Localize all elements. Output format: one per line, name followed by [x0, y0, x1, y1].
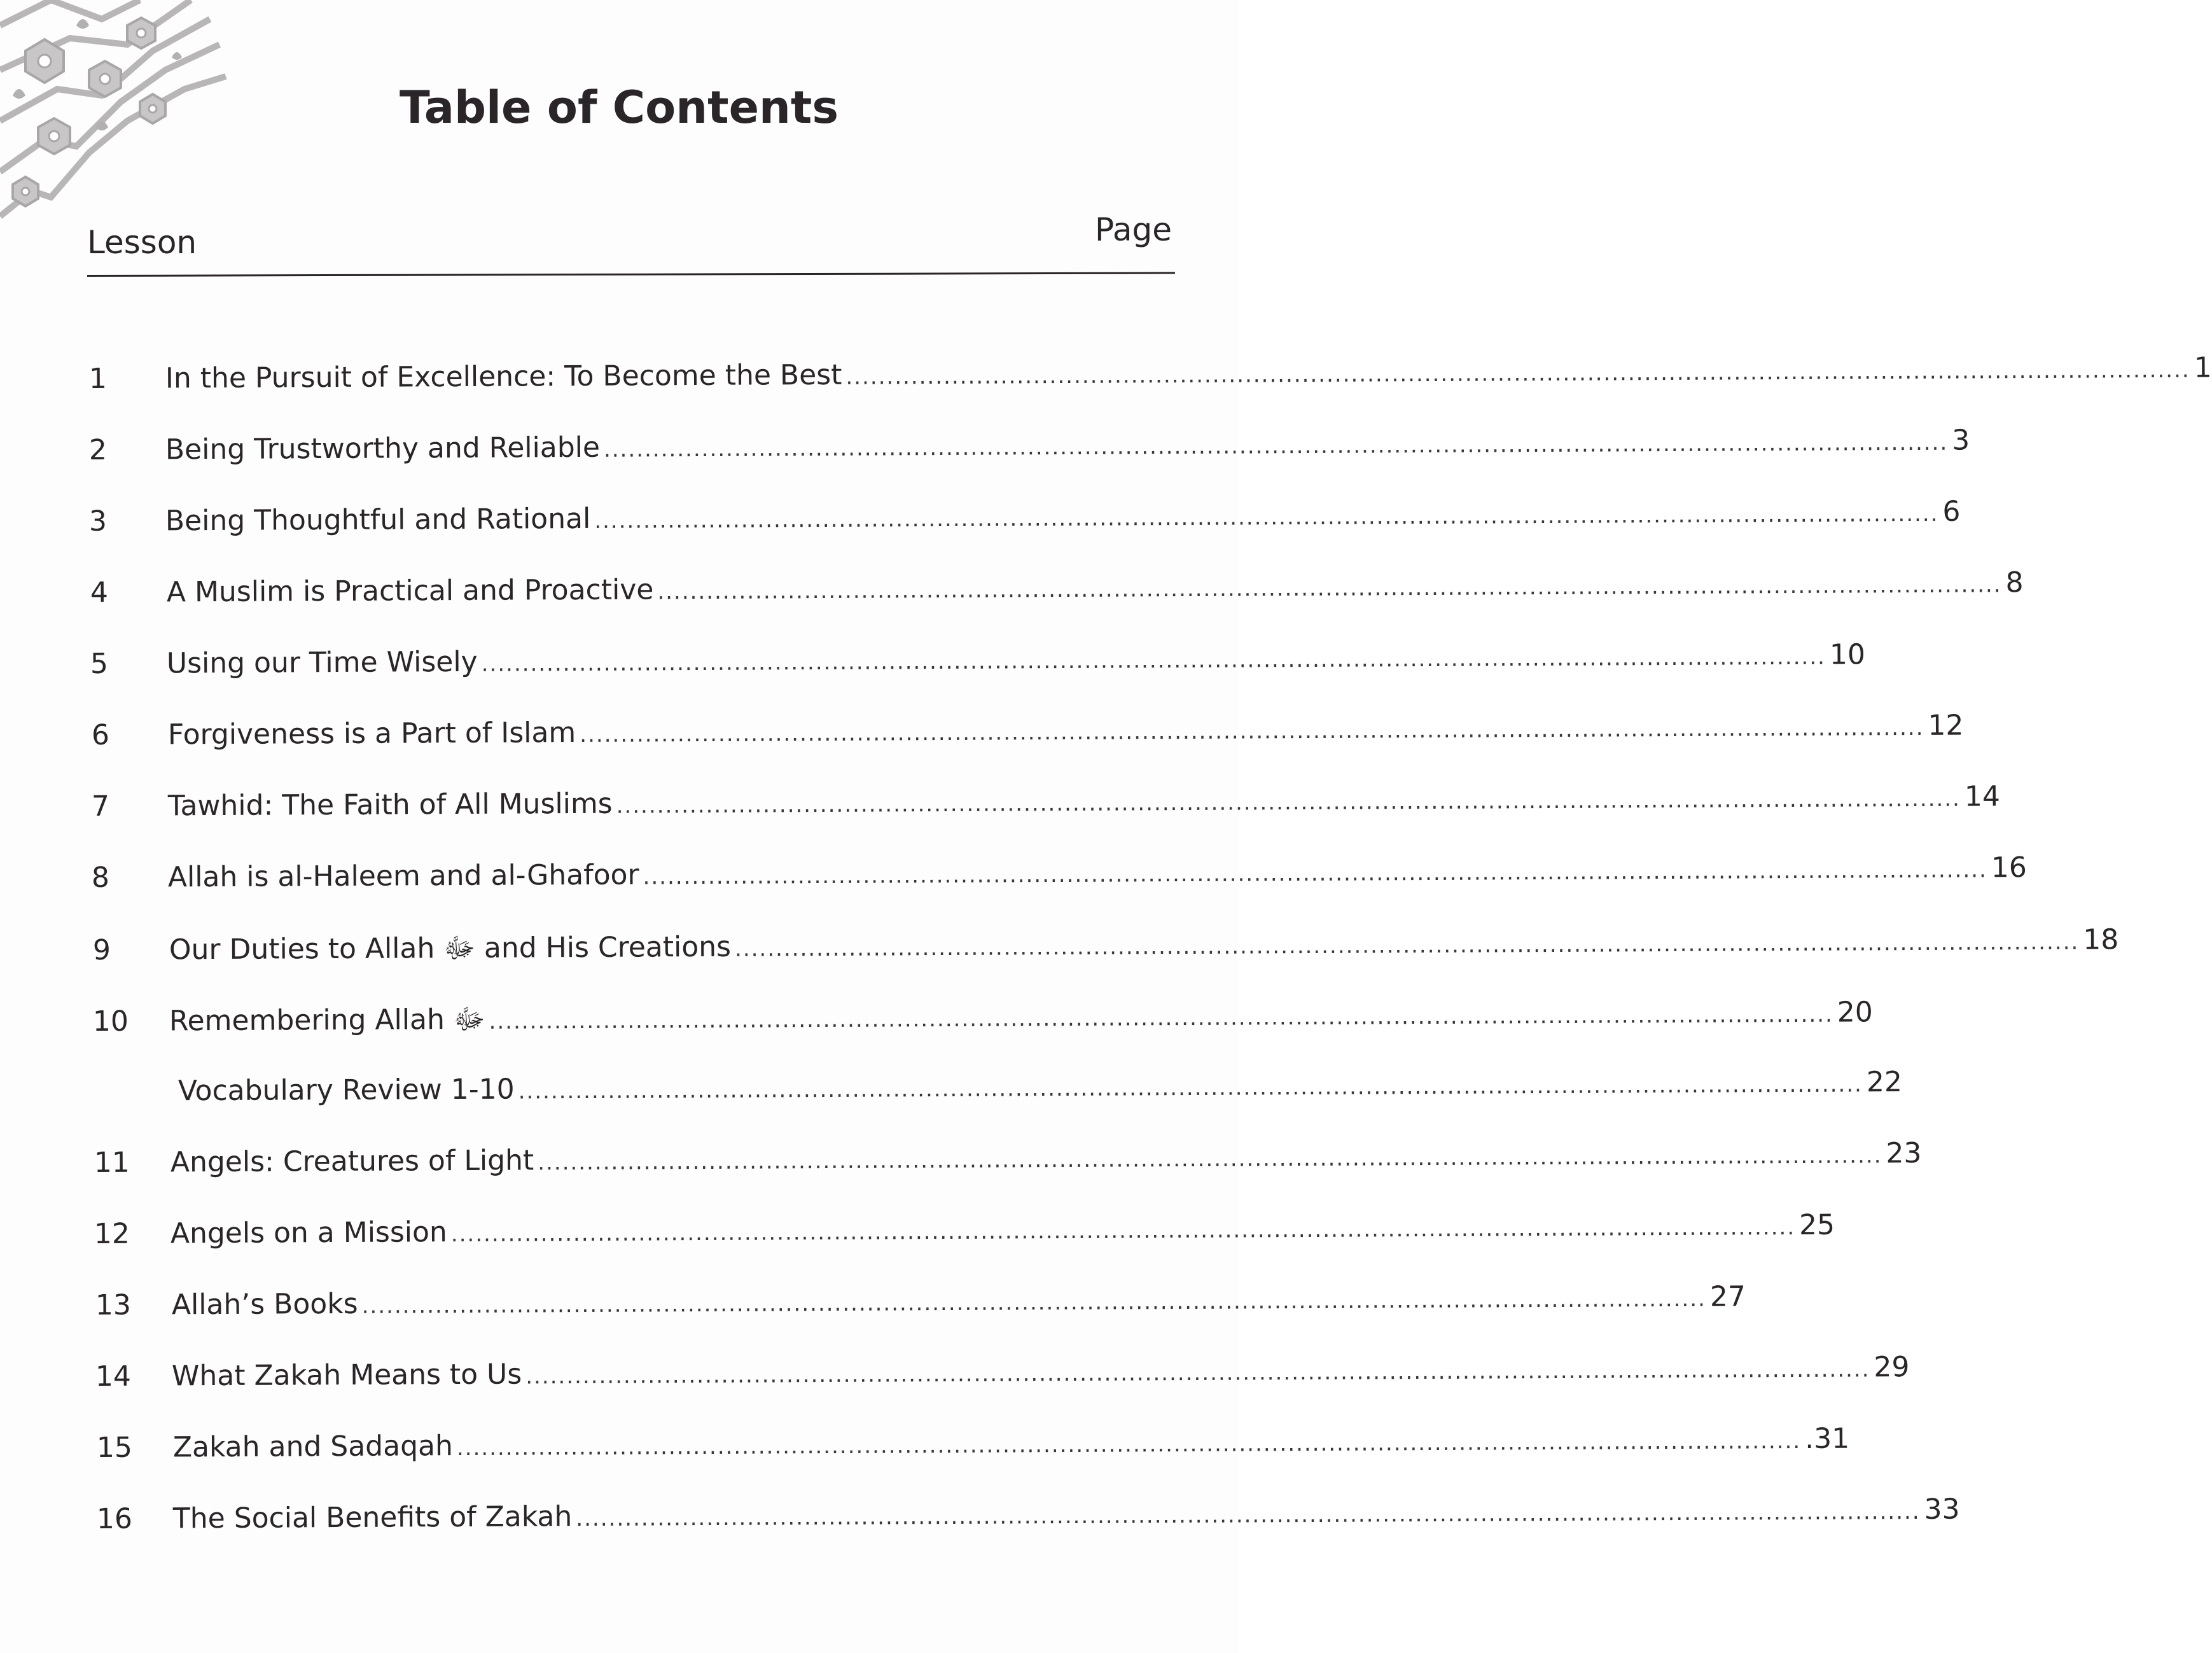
page-column-header: Page [1094, 211, 1172, 248]
dot-leader: ..................................................................................................................................................................... [734, 929, 2080, 962]
lesson-number: 16 [96, 1502, 133, 1535]
dot-leader: ..................................................................................................................................................................... [845, 357, 2190, 390]
page-number: 14 [1964, 780, 2001, 813]
toc-entry[interactable] [95, 1351, 1910, 1411]
dot-leader: ..................................................................................................................................................................... [643, 857, 1987, 890]
page-number: 29 [1874, 1351, 1910, 1384]
page-number: 10 [1829, 638, 1866, 671]
lesson-title: Tawhid: The Faith of All Muslims [167, 787, 613, 823]
lesson-title: Zakah and Sadaqah [172, 1430, 454, 1464]
lesson-number: 10 [92, 1005, 129, 1038]
lesson-title: Allah is al-Haleem and al-Ghafoor [167, 858, 639, 894]
lesson-number: 9 [92, 933, 111, 966]
dot-leader: ..................................................................................................................................................................... [525, 1357, 1870, 1390]
page-number: 33 [1924, 1493, 1960, 1526]
toc-entry[interactable] [96, 1493, 1960, 1554]
page-number: 3 [1952, 424, 1970, 457]
toc-entry[interactable] [94, 1136, 1922, 1197]
lesson-number: 11 [94, 1146, 130, 1179]
lesson-number: 15 [96, 1431, 133, 1464]
dot-leader: ..................................................................................................................................................................... [616, 786, 1961, 819]
lesson-title: Angels: Creatures of Light [170, 1144, 534, 1179]
dot-leader: ..................................................................................................................................................................... [450, 1214, 1796, 1248]
lesson-title: Using our Time Wisely [166, 645, 478, 680]
lesson-number: 14 [95, 1360, 132, 1393]
dot-leader: ..................................................................................................................................................................... [594, 501, 1939, 534]
dot-leader: ..................................................................................................................................................................... [603, 429, 1949, 463]
lesson-number: 3 [88, 505, 108, 538]
lesson-title: Being Thoughtful and Rational [165, 502, 591, 538]
lesson-title: Angels on a Mission [170, 1216, 447, 1250]
dot-leader: ..................................................................................................................................................................... [518, 1071, 1863, 1105]
lesson-title: Forgiveness is a Part of Islam [167, 716, 576, 751]
toc-entry[interactable] [88, 495, 1961, 556]
lesson-number: 7 [91, 790, 110, 823]
lesson-number: 5 [90, 647, 109, 680]
page-number: 6 [1942, 495, 1961, 528]
lesson-title: Vocabulary Review 1-10 [177, 1073, 515, 1108]
lesson-title: Being Trustworthy and Reliable [165, 431, 601, 466]
page-number: 18 [2083, 923, 2119, 956]
dot-leader: ..................................................................................................................................................................... [361, 1286, 1707, 1319]
page-number: 1 [2194, 351, 2212, 384]
dot-leader: ..................................................................................................................................................................... [456, 1428, 1802, 1461]
toc-entry[interactable] [91, 780, 2001, 841]
lesson-title: Remembering Allah ﷻ [169, 1003, 485, 1038]
header-divider [87, 272, 1175, 277]
lesson-title: A Muslim is Practical and Proactive [166, 573, 654, 609]
page-number: 22 [1866, 1066, 1903, 1099]
page-number: 20 [1837, 996, 1873, 1029]
lesson-number: 2 [88, 433, 108, 466]
lesson-number: 13 [95, 1288, 132, 1322]
toc-entry[interactable] [91, 851, 2027, 912]
lesson-number: 1 [88, 362, 108, 395]
toc-entry[interactable] [96, 1422, 1850, 1482]
lesson-number: 6 [91, 718, 110, 751]
lesson-number: 8 [91, 861, 110, 894]
lesson-title: Allah’s Books [171, 1287, 358, 1322]
page-number: .31 [1805, 1422, 1850, 1455]
lesson-title: In the Pursuit of Excellence: To Become the Best [165, 358, 842, 395]
lesson-number: 12 [94, 1217, 130, 1250]
lesson-title: The Social Benefits of Zakah [172, 1500, 573, 1535]
page-number: 16 [1991, 851, 2027, 884]
lesson-number [93, 1100, 169, 1101]
page-number: 27 [1709, 1280, 1746, 1313]
page-number: 8 [2005, 566, 2024, 599]
toc-entry[interactable] [92, 996, 1873, 1055]
lesson-title: Our Duties to Allah ﷻ and His Creations [169, 930, 732, 966]
page-number: 25 [1798, 1208, 1835, 1241]
page-number: 23 [1886, 1136, 1922, 1170]
dot-leader: ..................................................................................................................................................................... [538, 1143, 1882, 1176]
toc-entry[interactable] [90, 638, 1866, 699]
page-title: Table of Contents [399, 81, 839, 134]
page-number: 12 [1928, 709, 1964, 742]
dot-leader: ..................................................................................................................................................................... [576, 1498, 1921, 1532]
dot-leader: ..................................................................................................................................................................... [657, 572, 2002, 605]
toc-entry-review[interactable] [93, 1066, 1903, 1126]
dot-leader: ..................................................................................................................................................................... [580, 715, 1924, 748]
toc-entry[interactable] [88, 351, 2212, 414]
dot-leader: ..................................................................................................................................................................... [481, 644, 1826, 677]
dot-leader: ..................................................................................................................................................................... [489, 1001, 1833, 1035]
toc-entry[interactable] [91, 709, 1964, 770]
toc-entry[interactable] [90, 566, 2024, 627]
lesson-number: 4 [90, 576, 109, 609]
toc-entry[interactable] [92, 923, 2119, 984]
lesson-column-header: Lesson [87, 224, 197, 261]
toc-entry[interactable] [94, 1208, 1835, 1269]
lesson-title: What Zakah Means to Us [171, 1358, 522, 1393]
toc-entry[interactable] [95, 1280, 1746, 1340]
toc-entry[interactable] [88, 424, 1970, 485]
